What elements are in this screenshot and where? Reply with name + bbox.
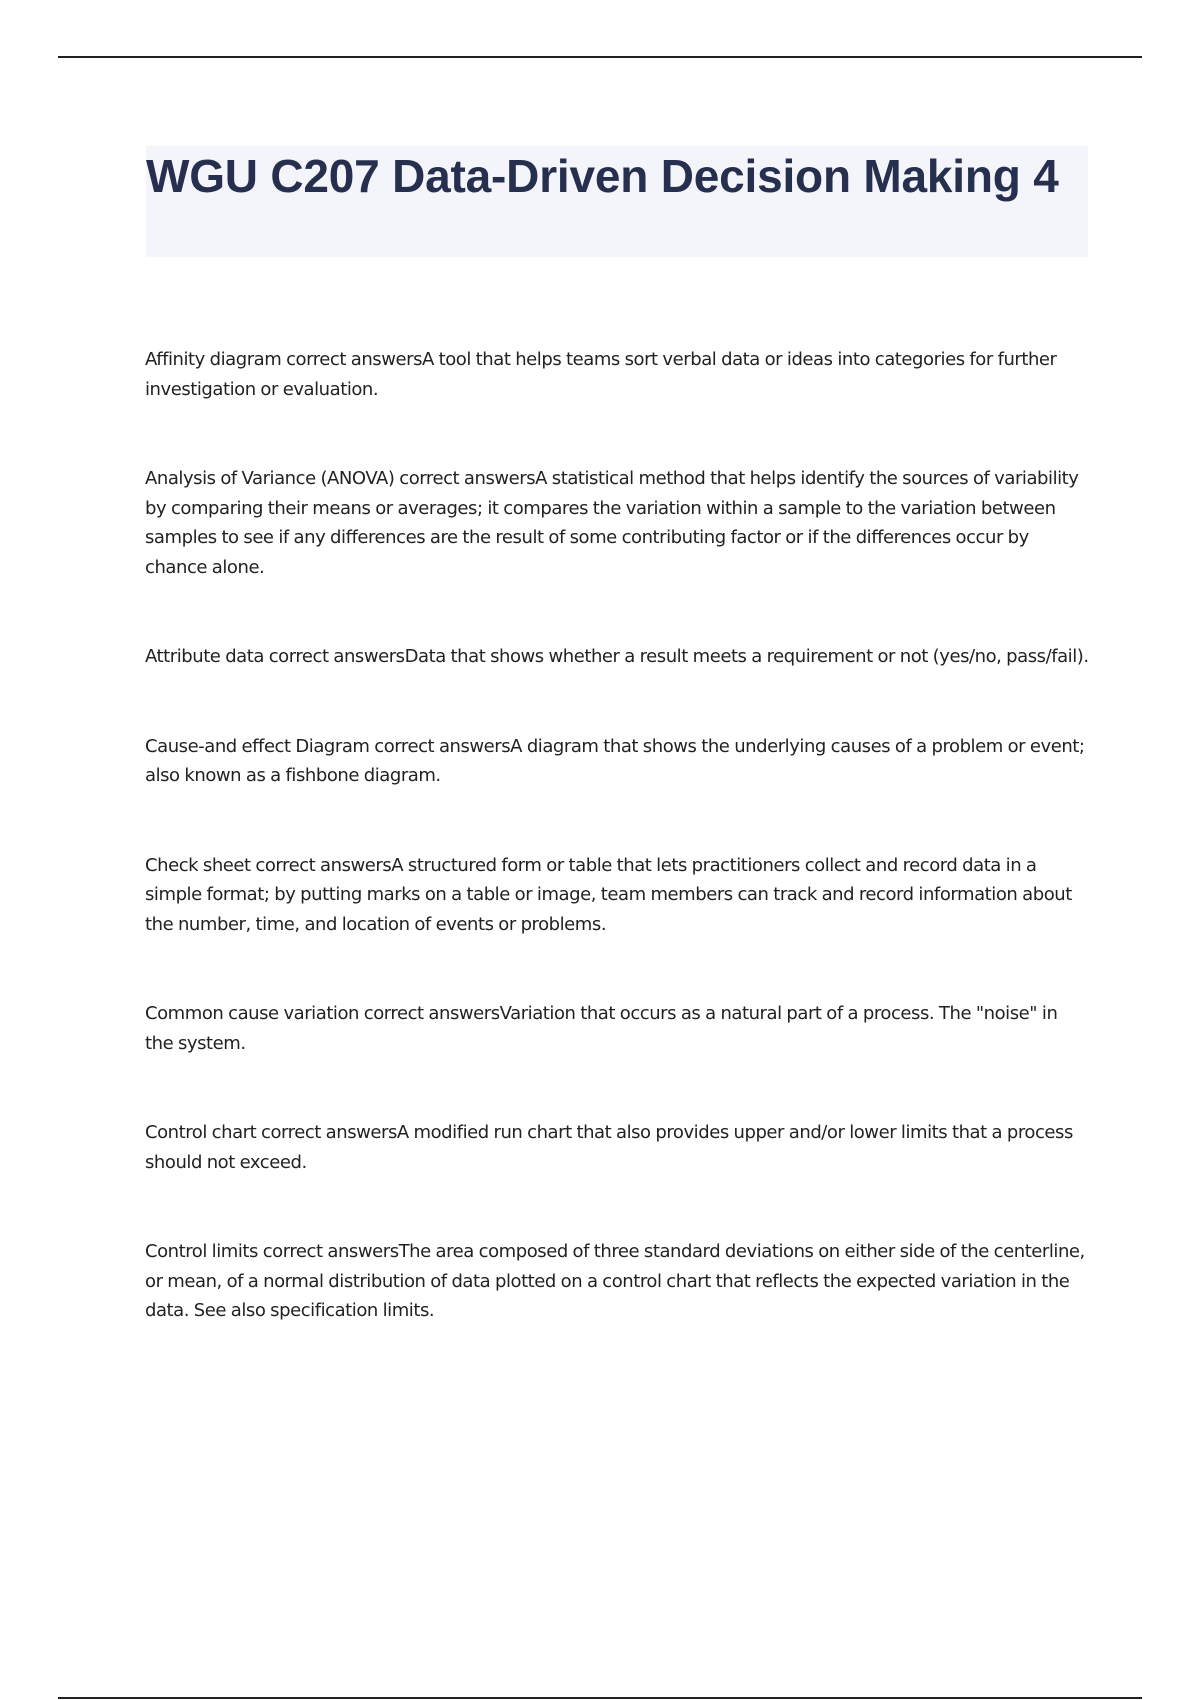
glossary-entry-attribute-data: Attribute data correct answersData that shows whether a result meets a requirement or not (yes/no, pass/fail). (145, 646, 1089, 667)
bottom-divider (58, 1697, 1142, 1699)
page-title: WGU C207 Data-Driven Decision Making 4 (146, 150, 1059, 202)
top-divider (58, 56, 1142, 58)
glossary-entry-common-cause-variation: Common cause variation correct answersVariation that occurs as a natural part of a process. The "noise" in the system. (145, 1003, 1058, 1054)
glossary-entry-affinity-diagram: Affinity diagram correct answersA tool that helps teams sort verbal data or ideas into categories for further investigation or evaluation. (145, 349, 1057, 400)
glossary-entry-check-sheet: Check sheet correct answersA structured form or table that lets practitioners collect and record data in a simple format; by putting marks on a table or image, team members can track and record information about the number, time, and location of events or problems. (145, 854, 1072, 935)
glossary-entry-control-chart: Control chart correct answersA modified run chart that also provides upper and/or lower limits that a process should not exceed. (145, 1122, 1073, 1173)
glossary-list (145, 345, 1090, 1386)
glossary-entry-control-limits: Control limits correct answersThe area composed of three standard deviations on either side of the centerline, or mean, of a normal distribution of data plotted on a control chart that reflects the expected variation in the data. See also specification limits. (145, 1241, 1085, 1321)
glossary-entry-cause-and-effect-diagram: Cause-and effect Diagram correct answersA diagram that shows the underlying causes of a problem or event; also known as a fishbone diagram. (145, 735, 1085, 786)
glossary-entry-anova: Analysis of Variance (ANOVA) correct answersA statistical method that helps identify the sources of variability by comparing their means or averages; it compares the variation within a sample to the variation between samples to see if any differences are the result of some contributing factor or if the differences occur by chance alone. (145, 468, 1079, 578)
title-banner (146, 146, 1088, 257)
